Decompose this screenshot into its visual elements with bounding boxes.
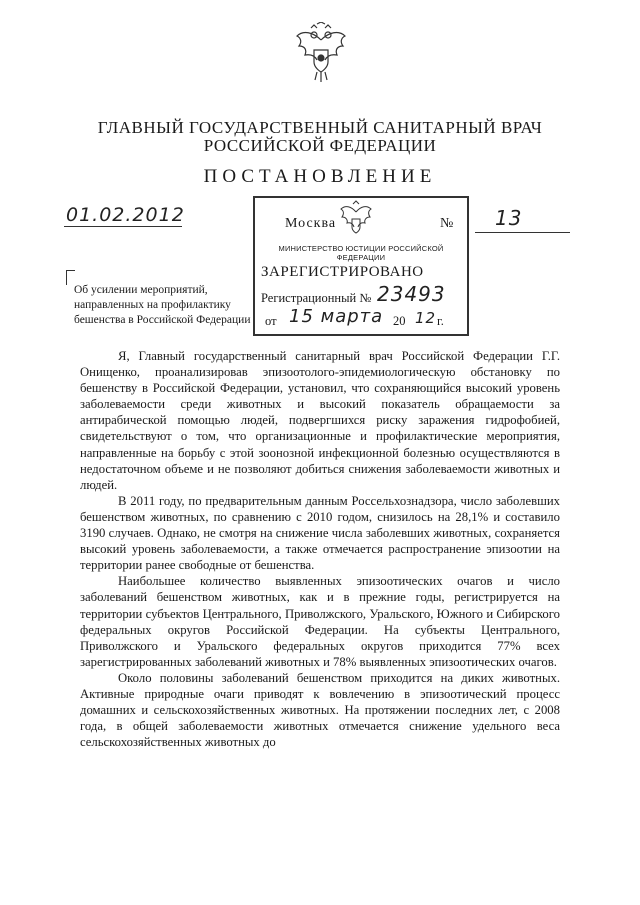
stamp-year-prefix: 20 [393,314,406,328]
stamp-year: 12 [415,309,437,327]
registration-stamp [253,196,469,336]
stamp-registration-date: 15 марта [289,306,384,327]
paragraph: Наибольшее количество выявленных эпизоотических очагов и число заболеваний бешенством животных, как и в прежние годы, регистрируется на территории субъектов Центрального, Приволжского, Уральского, Южного и Сибирского федеральных округов Российской Федерации. На субъекты Центрального, Приволжского и Уральского федеральных округов приходится 77% всех зарегистрированных заболеваний животных и 78% выявленных эпизоотических очагов. [80,574,560,669]
eagle-seal-icon [338,200,374,240]
stamp-ministry: МИНИСТЕРСТВО ЮСТИЦИИ РОССИЙСКОЙ ФЕДЕРАЦИИ [278,244,444,262]
double-headed-eagle-emblem-icon [293,22,349,84]
paragraph: Я, Главный государственный санитарный врач Российской Федерации Г.Г. Онищенко, проанализировав эпизоотолого-эпидемиологическую обстановку по бешенству в Российской Федерации, установил, что сохраняющийся высокий уровень заболеваемости среди животных и высокий показатель обращаемости за антирабической помощью людей, подвергшихся риску заражения гидрофобией, свидетельствуют о том, что организационные и профилактические мероприятия, направленные на борьбу с этой зоонозной инфекционной болезнью осуществляются в недостаточном объеме и не позволяют добиться снижения заболеваемости животных и людей. [80,349,560,492]
number-label: № [440,216,454,231]
stamp-from-label: от [265,314,277,328]
number-underline [475,232,570,233]
paragraph: Около половины заболеваний бешенством приходится на диких животных. Активные природные очаги приводят к вовлечению в эпизоотический процесс домашних и сельскохозяйственных животных. На протяжении последних лет, с 2008 года, в общей заболеваемости животных отмечается снижение удельного веса сельскохозяйственных животных до [80,670,560,750]
document-date: 01.02.2012 [66,204,185,226]
stamp-registered: ЗАРЕГИСТРИРОВАНО [261,264,424,280]
paragraph: В 2011 году, по предварительным данным Россельхознадзора, число заболевших бешенством животных, по сравнению с 2010 годом, снизилось на 28,1% и составило 3190 случаев. Однако, не смотря на снижение числа заболевших животных, сохраняется высокий уровень заболеваемости, а также отмечается распространение эпизоотии на территории ранее свободные от бешенства. [80,493,560,573]
stamp-city: Москва [285,216,337,231]
document-number: 13 [495,206,523,230]
issuer-title: ГЛАВНЫЙ ГОСУДАРСТВЕННЫЙ САНИТАРНЫЙ ВРАЧ [97,118,543,137]
stamp-registration-number: 23493 [377,282,446,306]
issuer-subtitle: РОССИЙСКОЙ ФЕДЕРАЦИИ [203,136,437,155]
document-subject: Об усилении мероприятий, направленных на профилактику бешенства в Российской Федерации [74,284,251,326]
date-underline [64,226,182,227]
document-title: ПОСТАНОВЛЕНИЕ [203,166,437,187]
stamp-year-suffix: г. [437,314,444,328]
document-body [80,348,560,750]
stamp-registration-label: Регистрационный № [261,291,372,305]
